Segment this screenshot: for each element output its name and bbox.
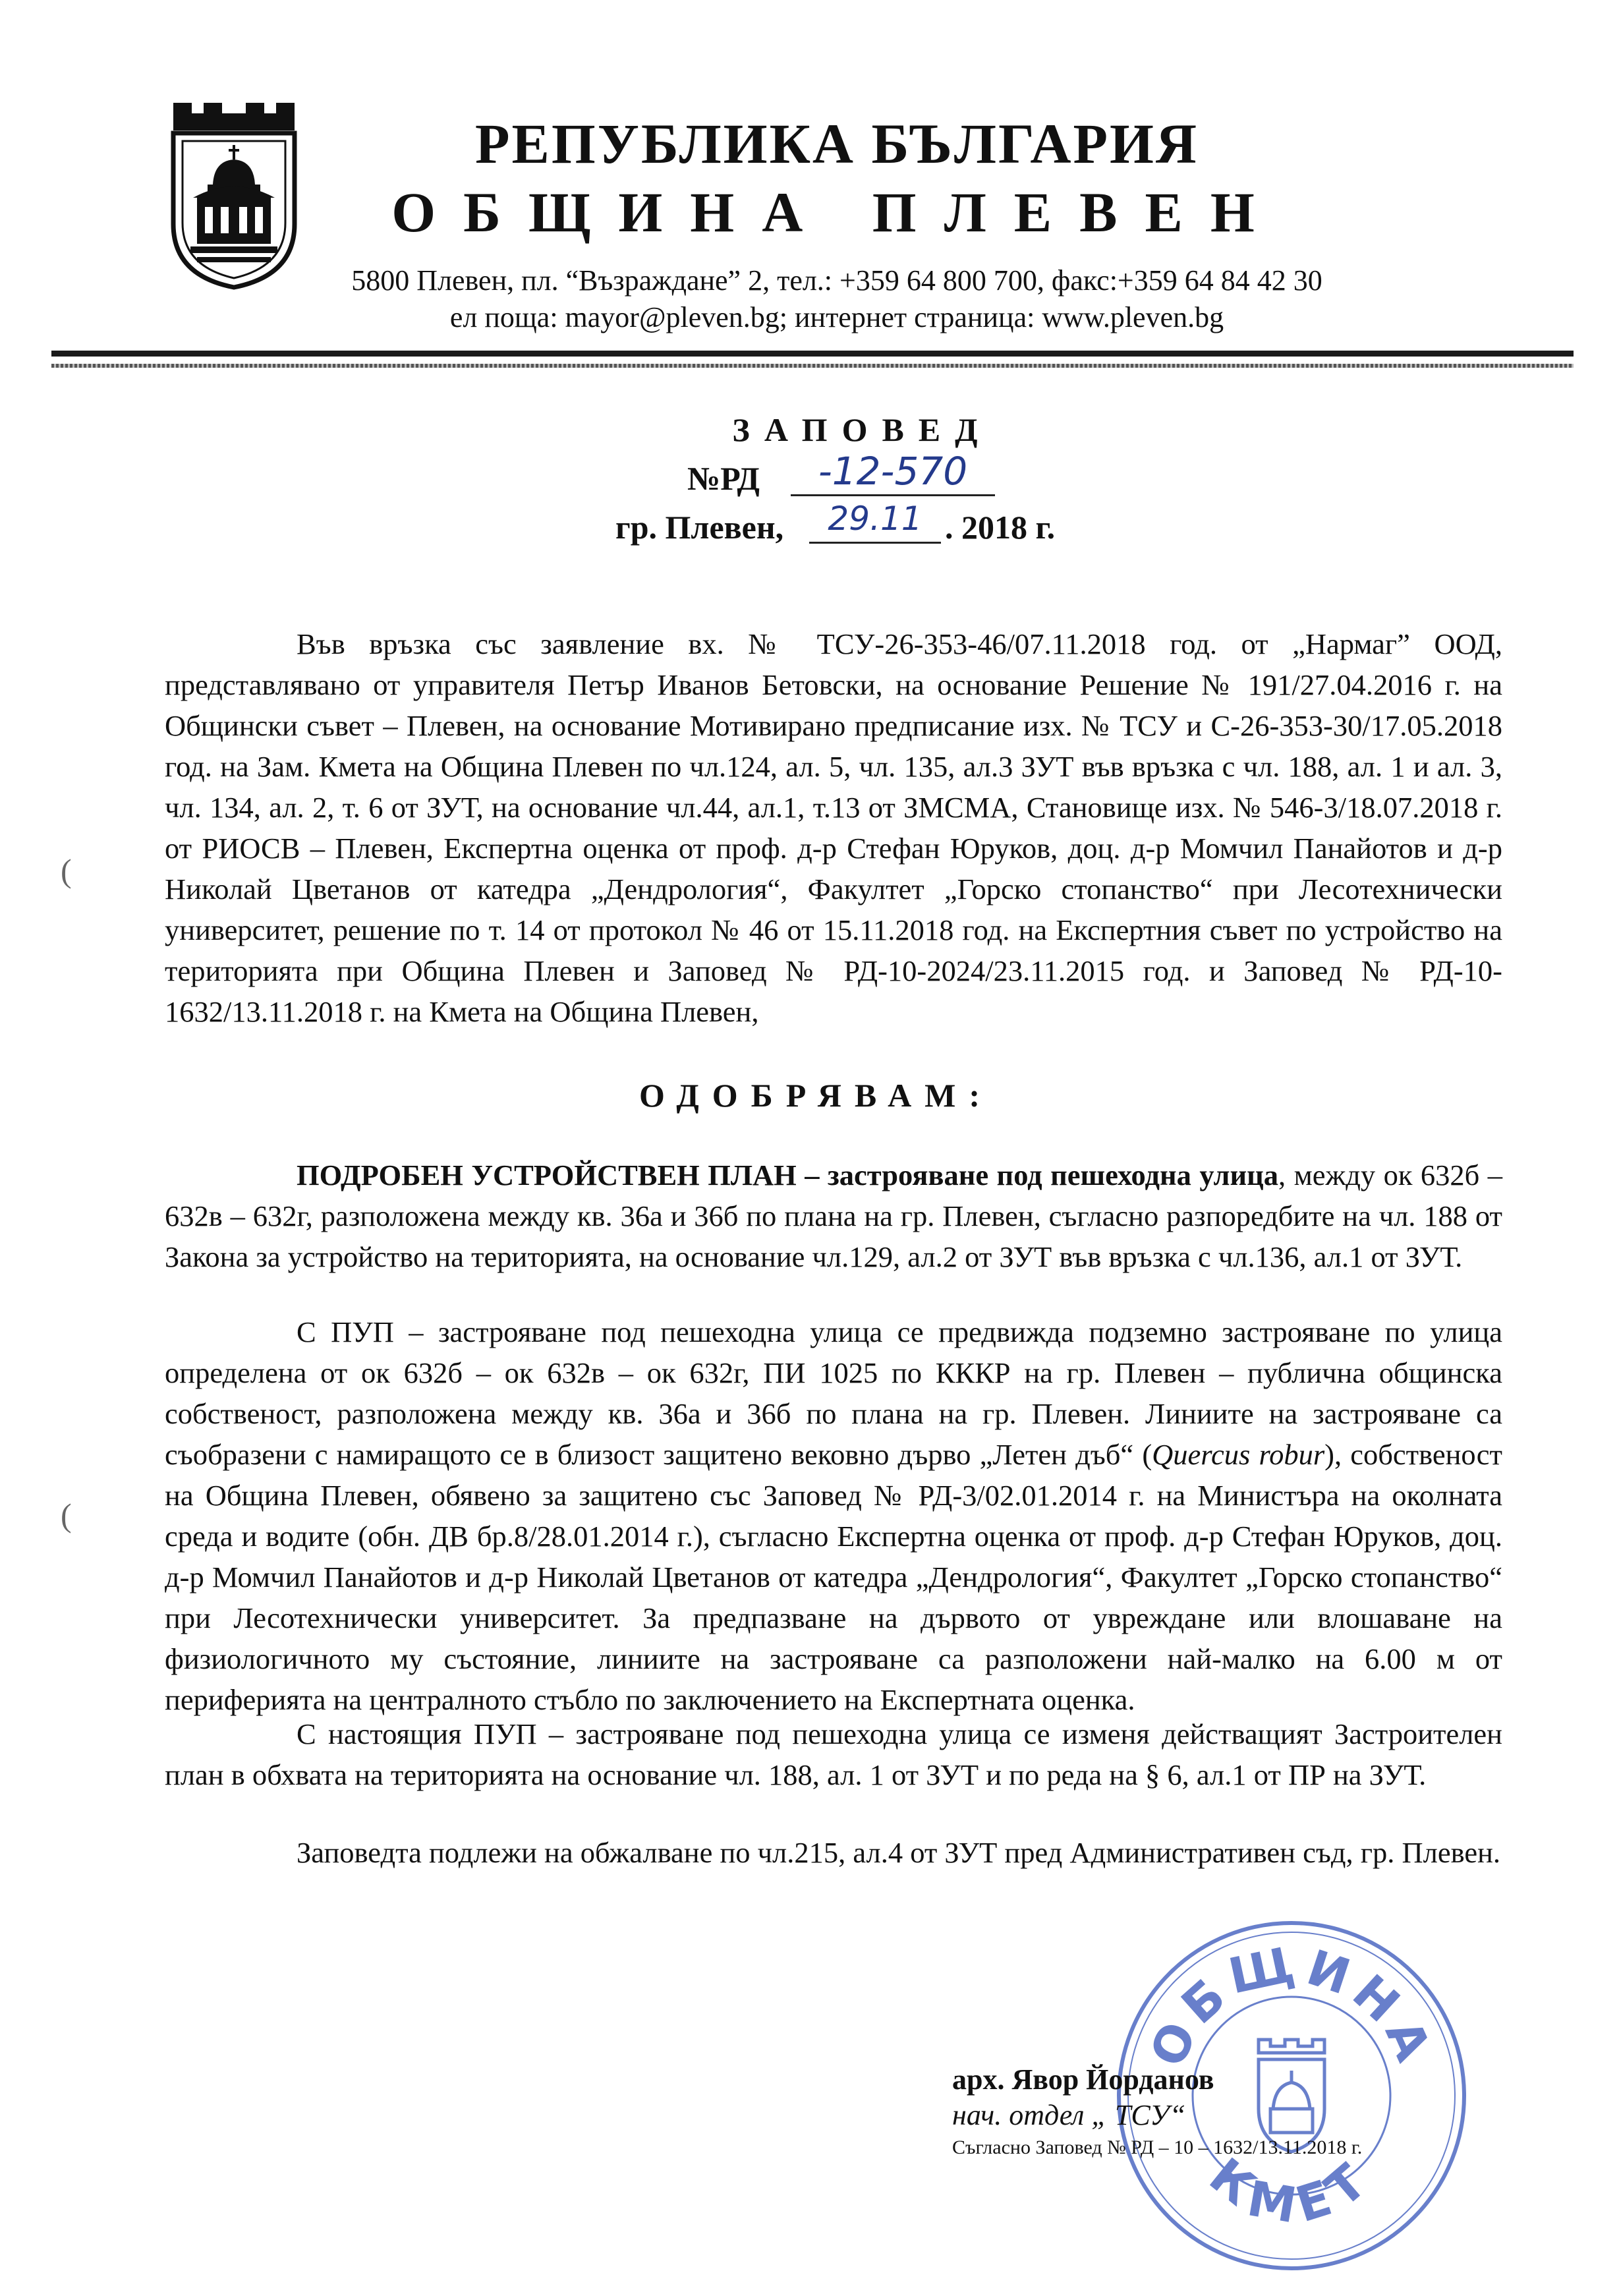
header-title: РЕПУБЛИКА БЪЛГАРИЯ [474,112,1199,175]
approve-heading: ОДОБРЯВАМ: [639,1077,994,1114]
signatory-authority-note: Съгласно Заповед № РД – 10 – 1632/13.11.2018 г. [952,2137,1363,2158]
order-city: гр. Плевен, [615,509,784,546]
amendment-paragraph: С настоящия ПУП – застрояване под пешеходна улица се изменя действащият Застроителен план в обхвата на територията на основание чл. 188, ал. 1 от ЗУТ и по реда на § 6, ал.1 от ПР на ЗУТ. [165,1717,1502,1791]
signatory-position: нач. отдел „ ТСУ“ [952,2099,1186,2131]
stamp-bottom-text: КМЕТ [1199,2147,1384,2236]
plan-title: ПОДРОБЕН УСТРОЙСТВЕН ПЛАН – застрояване под пешеходна улица [297,1159,1278,1191]
order-title: ЗАПОВЕД [732,411,992,448]
stamp-top-text: ОБЩИНА [1139,1934,1444,2075]
plan-details-paragraph [165,1311,1502,1720]
order-year: . 2018 г. [945,509,1056,546]
header-address: 5800 Плевен, пл. “Възраждане” 2, тел.: +359 64 800 700, факс:+359 64 84 42 30 [351,264,1322,297]
order-date-handwritten: 29.11 [809,496,941,544]
plan-details-part1: С ПУП – застрояване под пешеходна улица се предвижда подземно застрояване по улица определена от ок 632б – ок 632в – ок 632г, ПИ 1025 по КККР на гр. Плевен – публична общинска собственост, разположена между кв. 36а и 36б по плана на гр. Плевен. Линиите на застрояване са съобразени с намиращото се в близост защитено вековно дърво „Летен дъб“ ( [165,1315,1502,1471]
latin-name: Quercus robur [1152,1438,1325,1471]
appeal-paragraph: Заповедта подлежи на обжалване по чл.215, ал.4 от ЗУТ пред Административен съд, гр. Плевен. [297,1836,1501,1869]
order-number-handwritten: -12-570 [791,448,995,496]
pleven-coat-of-arms [168,99,300,290]
scan-mark: ( [61,852,72,889]
order-number-prefix: №РД [687,460,760,497]
approval-paragraph [165,1155,1502,1277]
plan-details-part2: ), собственост на Община Плевен, обявено за защитено със Заповед № РД-3/02.01.2014 г. на Министъра на околната среда и водите (обн. ДВ бр.8/28.01.2014 г.), съгласно Експертна оценка от проф. д-р Стефан Юруков, доц. д-р Момчил Панайотов и д-р Николай Цветанов от катедра „Дендрология“, Факултет „Горско стопанство“ при Лесотехнически университет. За предпазване на дървото от увреждане или влошаване на физиологичното му състояние, линиите на застрояване са разположени най-малко на 6.00 м от периферията на централното стъбло по заключението на Експертната оценка. [165,1438,1502,1716]
header-subtitle: ОБЩИНА ПЛЕВЕН [391,181,1282,244]
scan-mark: ( [61,1497,72,1534]
header-contacts: ел поща: mayor@pleven.bg; интернет страница: www.pleven.bg [449,301,1224,333]
header-divider [51,351,1574,357]
intro-paragraph: Във връзка със заявление вх. № ТСУ-26-353-46/07.11.2018 год. от „Нармаг” ООД, представлявано от управителя Петър Иванов Бетовски, на основание Решение № 191/27.04.2016 г. на Общински съвет – Плевен, на основание Мотивирано предписание изх. № ТСУ и С-26-353-30/17.05.2018 год. на Зам. Кмета на Община Плевен по чл.124, ал. 5, чл. 135, ал.3 ЗУТ във връзка с чл. 188, ал. 1 и ал. 3, чл. 134, ал. 2, т. 6 от ЗУТ, на основание чл.44, ал.1, т.13 от ЗМСМА, Становище изх. № 546-3/18.07.2018 г. от РИОСВ – Плевен, Експертна оценка от проф. д-р Стефан Юруков, доц. д-р Момчил Панайотов и д-р Николай Цветанов от катедра „Дендрология“, Факултет „Горско стопанство“ при Лесотехнически университет, решение по т. 14 от протокол № 46 от 15.11.2018 год. на Експертния съвет по устройство на територията при Община Плевен и Заповед № РД-10-2024/23.11.2015 год. и Заповед № РД-10-1632/13.11.2018 г. на Кмета на Община Плевен, [165,627,1502,1028]
plan-description: , между ок 632б – 632в – 632г, разположена между кв. 36а и 36б по плана на гр. Плевен, съгласно разпоредбите на чл. 188 от Закона за устройство на територията, на основание чл.129, ал.2 от ЗУТ във връзка с чл.136, ал.1 от ЗУТ. [165,1159,1503,1273]
header-divider-dotted [51,364,1574,368]
signatory-name: арх. Явор Йорданов [952,2063,1214,2096]
